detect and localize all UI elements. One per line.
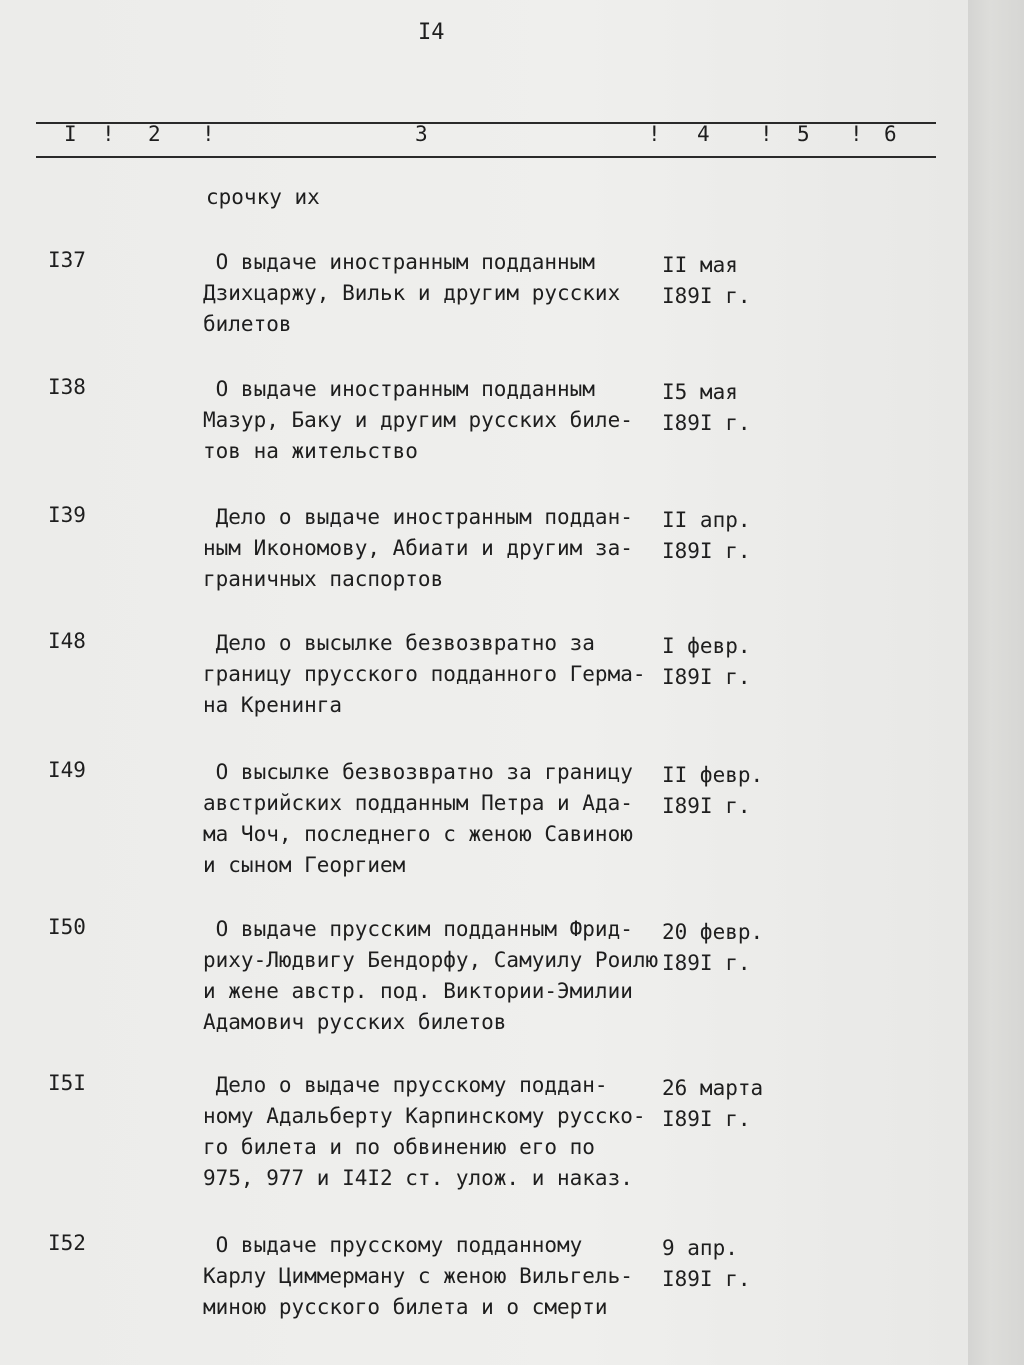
entry-date-line: I89I г.: [662, 1107, 751, 1131]
entry-description-line: Адамович русских билетов: [203, 1010, 507, 1034]
entry-number: I49: [48, 758, 86, 782]
entry-date-line: I89I г.: [662, 284, 751, 308]
entry-description-line: и сыном Георгием: [203, 853, 406, 877]
entry-date-line: I89I г.: [662, 1267, 751, 1291]
entry-description-line: Карлу Циммерману с женою Вильгель-: [203, 1264, 633, 1288]
entry-description-line: О выдаче иностранным подданным: [203, 250, 595, 274]
header-sep-3: !: [648, 122, 661, 146]
entry-number: I52: [48, 1231, 86, 1255]
entry-date-line: I5 мая: [662, 380, 738, 404]
entry-description-line: О выдаче прусским подданным Фрид-: [203, 917, 633, 941]
header-sep-5: !: [850, 122, 863, 146]
header-sep-1: !: [102, 122, 115, 146]
entry-description-line: граничных паспортов: [203, 567, 444, 591]
entry-date-line: I89I г.: [662, 539, 751, 563]
entry-date-line: II февр.: [662, 763, 764, 787]
entry-date-line: I февр.: [662, 634, 751, 658]
entry-description-line: миною русского билета и о смерти: [203, 1295, 608, 1319]
entry-description-line: 975, 977 и I4I2 ст. улож. и наказ.: [203, 1166, 633, 1190]
entry-date-line: I89I г.: [662, 794, 751, 818]
entry-description-line: ным Икономову, Абиати и другим за-: [203, 536, 633, 560]
entry-date-line: I89I г.: [662, 665, 751, 689]
header-col-2: 2: [148, 122, 161, 146]
entry-date-line: II апр.: [662, 508, 751, 532]
entry-description-line: ма Чоч, последнего с женою Савиною: [203, 822, 633, 846]
header-col-1: I: [64, 122, 77, 146]
entry-number: I50: [48, 915, 86, 939]
continuation-text: срочку их: [206, 185, 320, 209]
entry-description-line: го билета и по обвинению его по: [203, 1135, 595, 1159]
entry-description-line: риху-Людвигу Бендорфу, Самуилу Роилю: [203, 948, 659, 972]
entry-number: I38: [48, 375, 86, 399]
entry-date-line: I89I г.: [662, 411, 751, 435]
entry-description-line: и жене австр. под. Виктории-Эмилии: [203, 979, 633, 1003]
entry-date-line: 26 марта: [662, 1076, 764, 1100]
entry-description-line: Дело о высылке безвозвратно за: [203, 631, 595, 655]
entry-description-line: билетов: [203, 312, 292, 336]
entry-description-line: австрийских подданным Петра и Ада-: [203, 791, 633, 815]
entry-description-line: ному Адальберту Карпинскому русско-: [203, 1104, 646, 1128]
entry-date-line: 20 февр.: [662, 920, 764, 944]
entry-description-line: Дело о выдаче иностранным поддан-: [203, 505, 633, 529]
header-col-4: 4: [697, 122, 710, 146]
entry-description-line: О высылке безвозвратно за границу: [203, 760, 633, 784]
entry-description-line: Мазур, Баку и другим русских биле-: [203, 408, 633, 432]
page-number: I4: [418, 20, 445, 45]
entry-description-line: границу прусского подданного Герма-: [203, 662, 646, 686]
entry-date-line: I89I г.: [662, 951, 751, 975]
entry-description-line: тов на жительство: [203, 439, 418, 463]
entry-description-line: на Кренинга: [203, 693, 343, 717]
entry-description-line: Дело о выдаче прусскому поддан-: [203, 1073, 608, 1097]
entry-number: I48: [48, 629, 86, 653]
header-col-3: 3: [415, 122, 428, 146]
entry-description-line: О выдаче иностранным подданным: [203, 377, 595, 401]
entry-description-line: О выдаче прусскому подданному: [203, 1233, 583, 1257]
header-col-5: 5: [797, 122, 810, 146]
header-bottom-rule: [36, 156, 936, 158]
entry-number: I5I: [48, 1071, 86, 1095]
entry-date-line: II мая: [662, 253, 738, 277]
page-edge-shadow: [968, 0, 1024, 1365]
entry-number: I39: [48, 503, 86, 527]
entry-description-line: Дзихцаржу, Вильк и другим русских: [203, 281, 621, 305]
header-col-6: 6: [884, 122, 897, 146]
entry-date-line: 9 апр.: [662, 1236, 738, 1260]
header-sep-4: !: [760, 122, 773, 146]
entry-number: I37: [48, 248, 86, 272]
header-sep-2: !: [202, 122, 215, 146]
